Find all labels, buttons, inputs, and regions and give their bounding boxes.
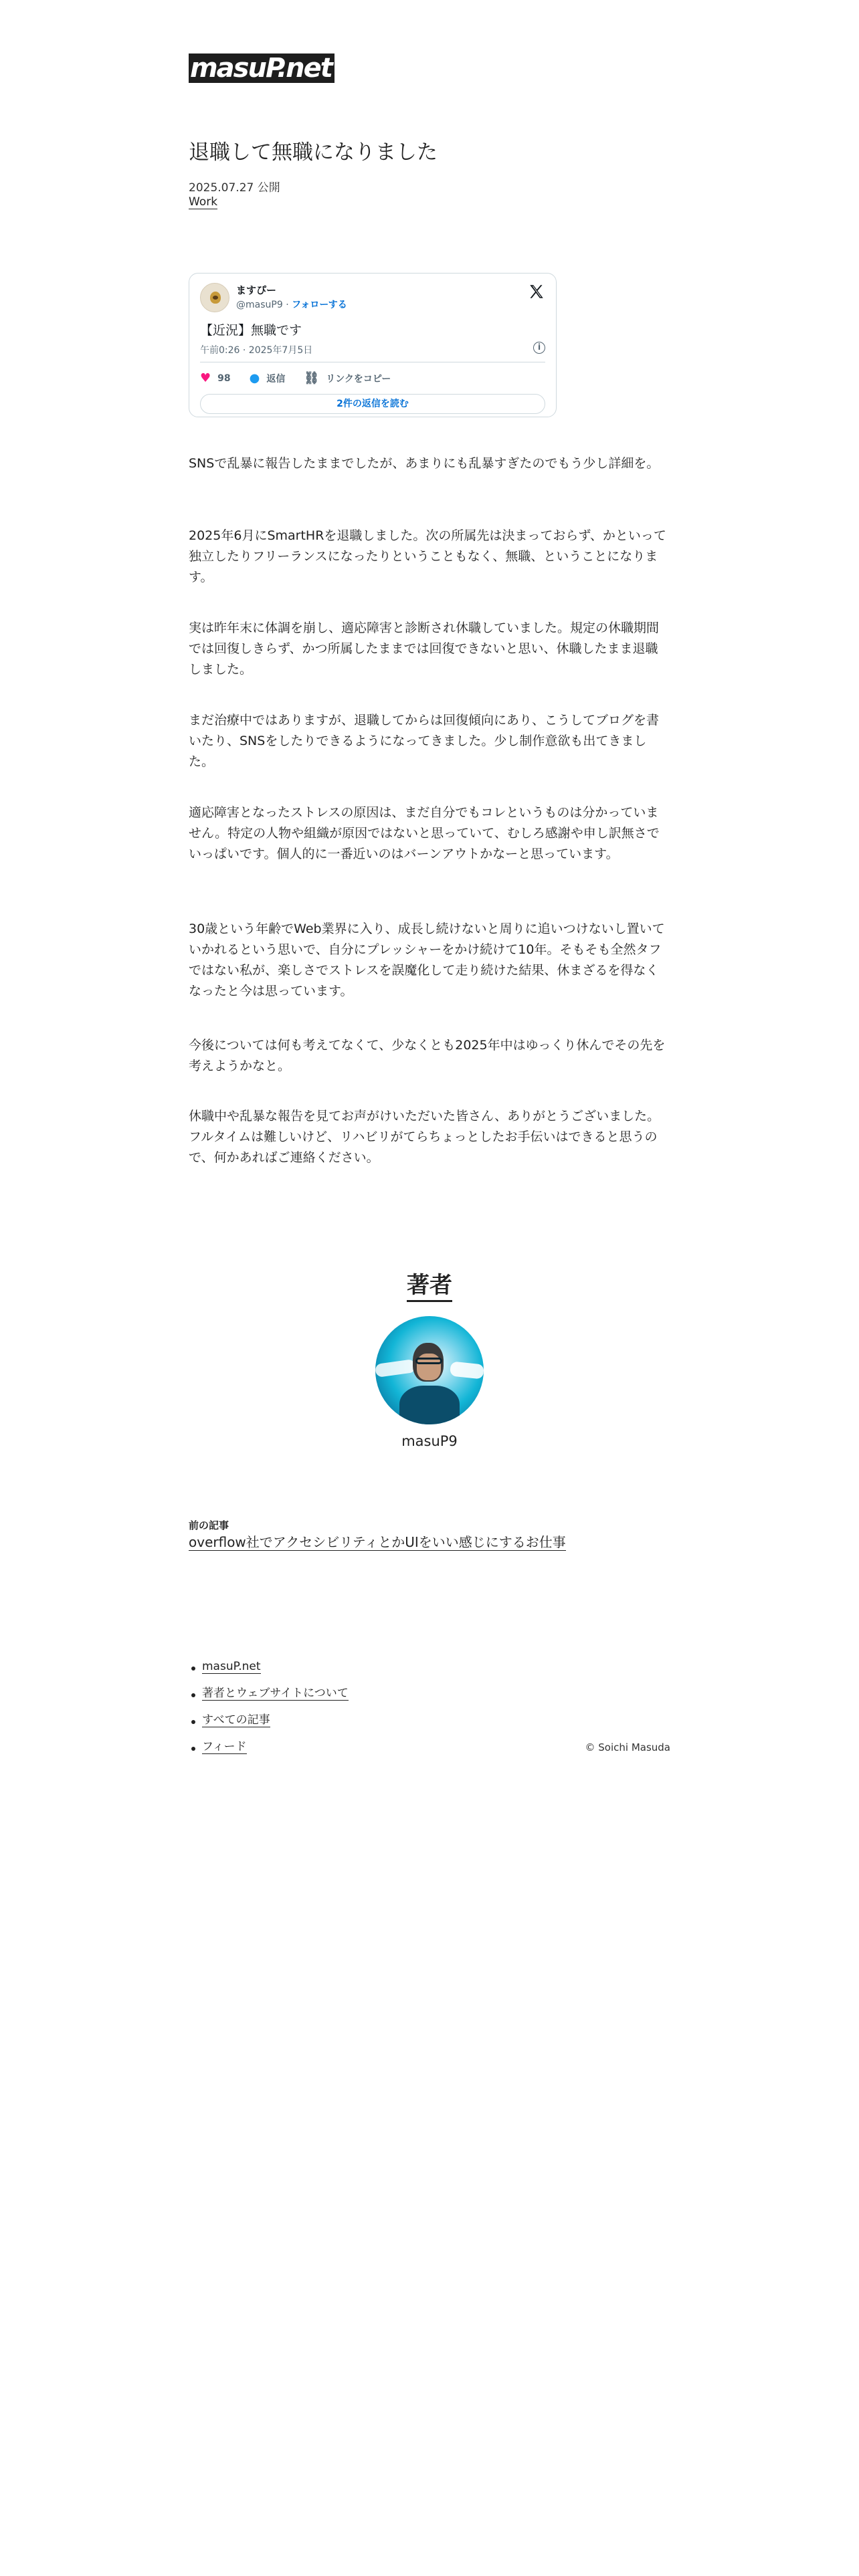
article-paragraph: 30歳という年齢でWeb業界に入り、成長し続けないと周りに追いつけないし置いていかれるという思いで、自分にプレッシャーをかけ続けて10年。そもそも全然タフではない私が、楽しさでストレスを誤魔化して走り続けた結果、休まざるを得なくなったと今は思っています。 [189, 922, 665, 998]
follow-button[interactable]: フォローする [292, 300, 347, 310]
article-paragraph: まだ治療中ではありますが、退職してからは回復傾向にあり、こうしてブログを書いたり、SNSをしたりできるようになってきました。少し制作意欲も出てきました。 [189, 713, 660, 769]
copy-link-label: リンクをコピー [326, 373, 391, 385]
tweet-separator: · [286, 300, 289, 310]
tweet-text: 【近況】無職です [200, 323, 302, 338]
reply-button[interactable] [250, 371, 286, 385]
author-avatar [375, 1316, 484, 1424]
footer-nav-item [189, 1687, 349, 1713]
reply-label: 返信 [266, 373, 286, 385]
article-paragraph: 実は昨年末に体調を崩し、適応障害と診断され休職していました。規定の休職期間では回復しきらず、かつ所属したままでは回復できないと思い、休職したまま退職しました。 [189, 621, 660, 677]
x-logo-icon[interactable] [528, 283, 545, 300]
footer-link-home[interactable]: masuP.net [202, 1660, 261, 1673]
article-paragraph: 今後については何も考えてなくて、少なくとも2025年中はゆっくり休んでその先を考えようかなと。 [189, 1038, 666, 1073]
tweet-avatar[interactable] [200, 283, 229, 312]
tweet-timestamp[interactable]: 午前0:26 · 2025年7月5日 [200, 345, 313, 356]
author-heading-text: 著者 [407, 1272, 452, 1302]
author-name: masuP9 [401, 1433, 458, 1449]
footer-nav-item [189, 1713, 349, 1740]
read-replies-button[interactable]: 2件の返信を読む [200, 394, 545, 414]
tweet-handle-text[interactable]: @masuP9 [236, 300, 283, 310]
article-paragraph: 2025年6月にSmartHRを退職しました。次の所属先は決まっておらず、かといって独立したりフリーランスになったりということもなく、無職、ということになります。 [189, 528, 666, 584]
footer-nav [189, 1660, 349, 1767]
prev-article-link[interactable]: overflow社でアクセシビリティとかUIをいい感じにするお仕事 [189, 1534, 566, 1550]
footer-link-about[interactable]: 著者とウェブサイトについて [202, 1687, 349, 1700]
info-icon[interactable]: i [533, 342, 545, 354]
article-title: 退職して無職になりました [189, 140, 438, 165]
embedded-tweet[interactable] [189, 273, 557, 417]
footer-nav-item [189, 1740, 349, 1767]
site-logo[interactable]: masuP.net [189, 53, 335, 83]
heart-icon: ♥ [200, 371, 211, 385]
link-icon: ⛓ [304, 371, 320, 385]
author-heading [189, 1267, 670, 1299]
tweet-actions [200, 371, 409, 385]
footer-link-feed[interactable]: フィード [202, 1740, 247, 1753]
like-count: 98 [217, 372, 231, 384]
article-date: 2025.07.27 公開 [189, 181, 280, 195]
article-category-link[interactable]: Work [189, 195, 218, 209]
footer-link-all-articles[interactable]: すべての記事 [202, 1713, 270, 1727]
like-button[interactable] [200, 371, 231, 385]
article-paragraph: 休職中や乱暴な報告を見てお声がけいただいた皆さん、ありがとうございました。フルタイムは難しいけど、リハビリがてらちょっとしたお手伝いはできると思うので、何かあればご連絡ください。 [189, 1109, 660, 1165]
copy-link-button[interactable] [304, 371, 391, 385]
article-paragraph: SNSで乱暴に報告したままでしたが、あまりにも乱暴すぎたのでもう少し詳細を。 [189, 456, 660, 471]
tweet-author-name[interactable]: ますぴー [236, 284, 277, 296]
tweet-author-handle [236, 298, 347, 311]
copyright: © Soichi Masuda [585, 1741, 670, 1753]
prev-article-label: 前の記事 [189, 1519, 229, 1531]
reply-icon: ● [249, 371, 260, 385]
footer-nav-item [189, 1660, 349, 1687]
article-paragraph: 適応障害となったストレスの原因は、まだ自分でもコレというものは分かっていません。特定の人物や組織が原因ではないと思っていて、むしろ感謝や申し訳無さでいっぱいです。個人的に一番近いのはバーンアウトかなーと思っています。 [189, 805, 660, 861]
